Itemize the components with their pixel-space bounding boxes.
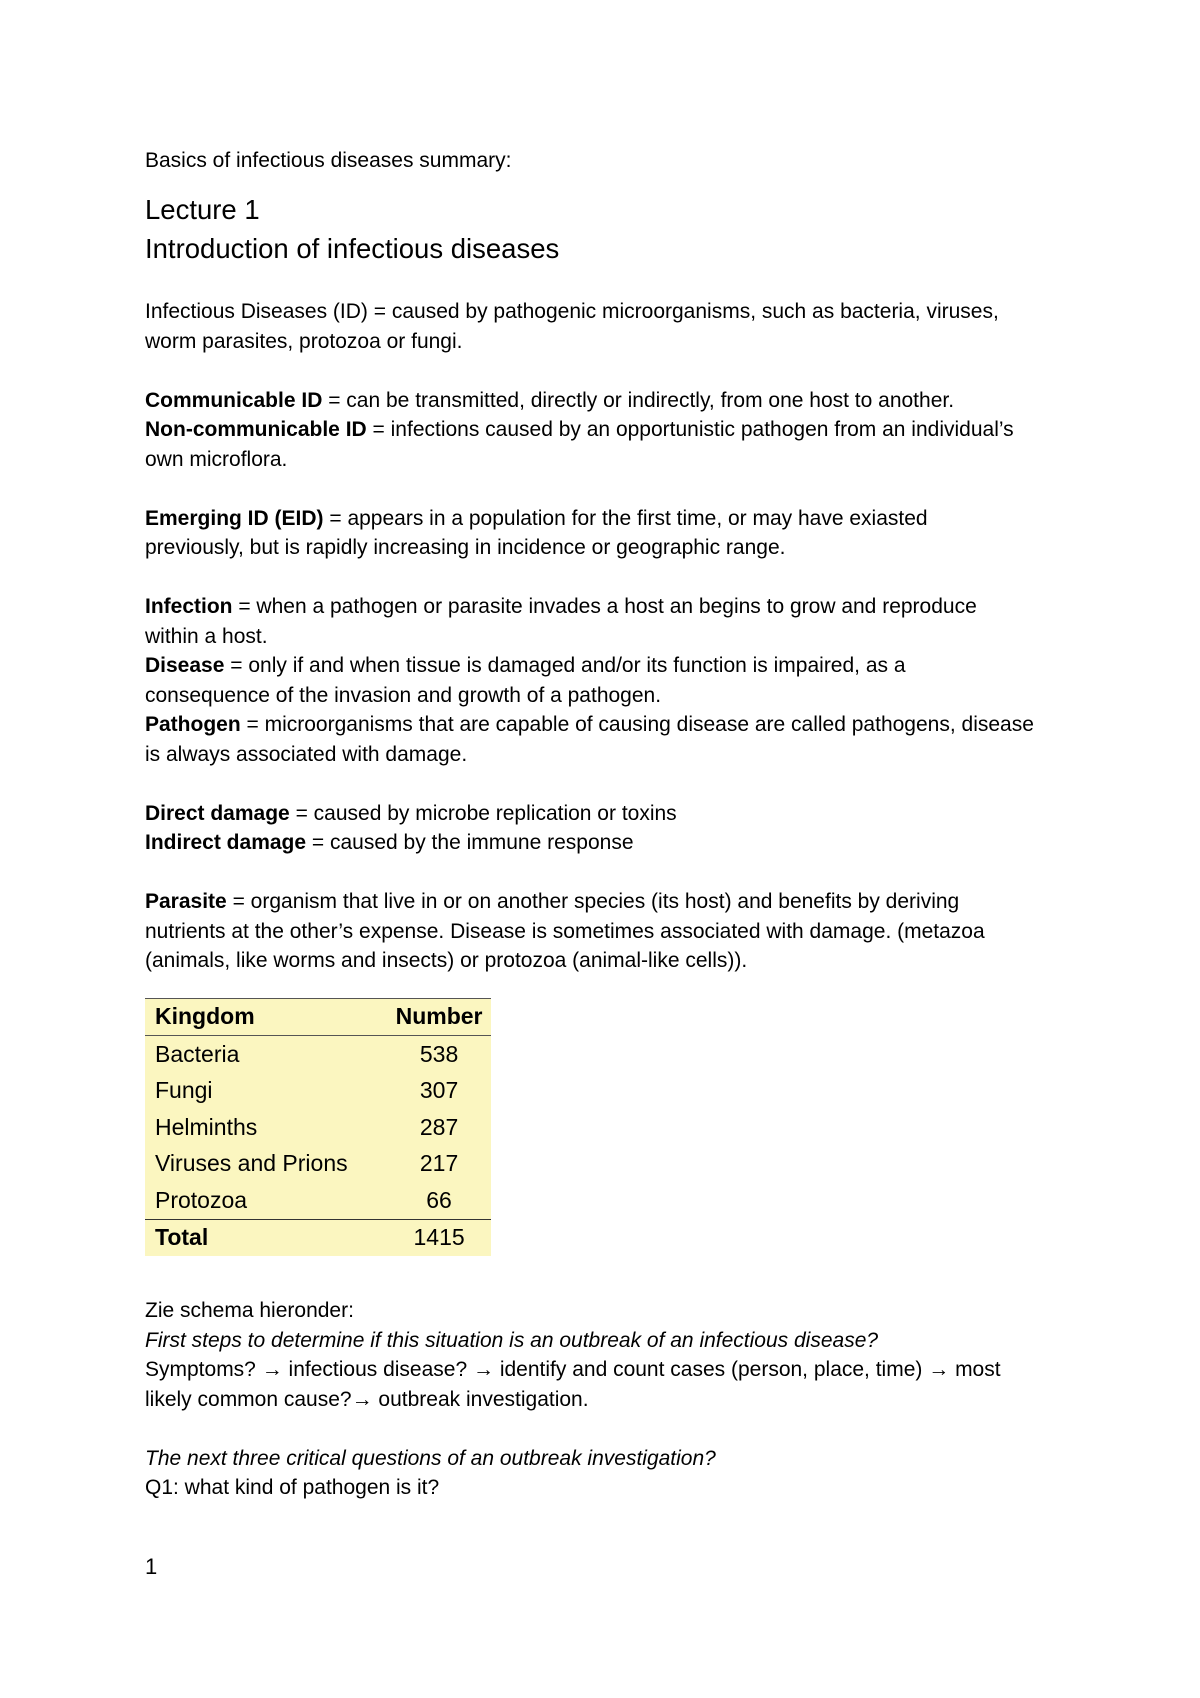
- definition-term: Disease: [145, 654, 225, 677]
- step-text: outbreak investigation.: [372, 1387, 589, 1411]
- total-label-cell: Total: [145, 1219, 387, 1256]
- table-row: [145, 1036, 491, 1073]
- number-cell: 287: [419, 1113, 459, 1140]
- step-text: identify and count cases (person, place, time): [494, 1358, 929, 1381]
- communicable-definition: [145, 386, 1080, 416]
- pathogen-definition: [145, 710, 1080, 740]
- arrow-right-icon: →: [261, 1358, 283, 1381]
- definition-text: = when a pathogen or parasite invades a host an begins to grow and reproduce: [232, 595, 977, 618]
- steps-line: [145, 1355, 1080, 1385]
- schema-reference: Zie schema hieronder:: [145, 1299, 354, 1322]
- question-critical: The next three critical questions of an outbreak investigation?: [145, 1446, 716, 1470]
- table-total-row: [145, 1219, 491, 1256]
- kingdom-table-wrapper: [145, 998, 491, 1257]
- definition-text: = caused by the immune response: [306, 831, 634, 854]
- definition-term: Pathogen: [145, 713, 241, 736]
- parasite-definition-cont: (animals, like worms and insects) or protozoa (animal-like cells)).: [145, 949, 748, 972]
- arrow-right-icon: →: [928, 1358, 950, 1381]
- kingdom-cell: Fungi: [155, 1077, 213, 1104]
- definition-text: = only if and when tissue is damaged and/or its function is impaired, as a: [224, 654, 906, 677]
- emerging-definition: [145, 504, 1080, 534]
- column-header-kingdom: Kingdom: [145, 998, 387, 1036]
- pathogen-definition-cont: is always associated with damage.: [145, 742, 468, 766]
- kingdom-cell: Helminths: [155, 1113, 258, 1140]
- definition-text: = can be transmitted, directly or indirectly, from one host to another.: [322, 388, 955, 412]
- document-title: Basics of infectious diseases summary:: [145, 149, 512, 172]
- emerging-definition-cont: previously, but is rapidly increasing in incidence or geographic range.: [145, 536, 786, 559]
- kingdom-table: [145, 998, 491, 1257]
- table-row: [145, 1109, 491, 1146]
- kingdom-cell: Protozoa: [155, 1186, 248, 1213]
- definition-term: Infection: [145, 595, 233, 618]
- disease-definition-cont: consequence of the invasion and growth of a pathogen.: [145, 683, 662, 707]
- kingdom-cell: Bacteria: [155, 1040, 240, 1067]
- question-q1: Q1: what kind of pathogen is it?: [145, 1476, 440, 1499]
- definition-term: Direct damage: [145, 801, 290, 825]
- arrow-right-icon: →: [351, 1387, 373, 1411]
- noncommunicable-definition-cont: own microflora.: [145, 447, 288, 471]
- definition-text: = organism that live in or on another species (its host) and benefits by deriving: [226, 890, 960, 913]
- number-cell: 217: [419, 1150, 459, 1177]
- definition-text: = infections caused by an opportunistic pathogen from an individual’s: [366, 418, 1014, 441]
- number-cell: 307: [419, 1077, 459, 1104]
- lecture-title: Introduction of infectious diseases: [145, 232, 560, 264]
- step-text: infectious disease?: [282, 1358, 473, 1381]
- kingdom-cell: Viruses and Prions: [155, 1150, 348, 1177]
- definition-text: = appears in a population for the first time, or may have exiasted: [323, 506, 928, 530]
- definition-term: Emerging ID (EID): [145, 506, 324, 530]
- document-body: [145, 146, 1080, 1503]
- column-header-number: Number: [387, 998, 491, 1036]
- id-definition-line: worm parasites, protozoa or fungi.: [145, 329, 463, 353]
- parasite-definition: [145, 887, 1080, 917]
- parasite-definition-cont: nutrients at the other’s expense. Disease is sometimes associated with damage. (metazoa: [145, 919, 985, 943]
- definition-text: = microorganisms that are capable of causing disease are called pathogens, disease: [240, 713, 1034, 736]
- definition-term: Non-communicable ID: [145, 418, 367, 441]
- step-text: likely common cause?: [145, 1387, 352, 1411]
- step-text: Symptoms?: [145, 1358, 262, 1381]
- table-header-row: [145, 998, 491, 1036]
- noncommunicable-definition: [145, 415, 1080, 445]
- definition-text: = caused by microbe replication or toxins: [289, 801, 677, 825]
- number-cell: 66: [426, 1186, 452, 1213]
- definition-term: Communicable ID: [145, 388, 323, 412]
- disease-definition: [145, 651, 1080, 681]
- page-number: 1: [145, 1554, 158, 1579]
- direct-damage-definition: [145, 799, 1080, 829]
- total-value-cell: 1415: [387, 1219, 491, 1256]
- number-cell: 538: [419, 1040, 459, 1067]
- lecture-number: Lecture 1: [145, 193, 260, 225]
- id-definition-line: Infectious Diseases (ID) = caused by pathogenic microorganisms, such as bacteria, viruses,: [145, 300, 999, 323]
- arrow-right-icon: →: [473, 1358, 494, 1381]
- table-row: [145, 1182, 491, 1219]
- question-first-steps: First steps to determine if this situation is an outbreak of an infectious disease?: [145, 1328, 879, 1352]
- indirect-damage-definition: [145, 828, 1080, 858]
- definition-term: Indirect damage: [145, 831, 307, 854]
- step-text: most: [949, 1358, 1001, 1381]
- infection-definition-cont: within a host.: [145, 624, 268, 648]
- table-row: [145, 1146, 491, 1183]
- steps-line: [145, 1385, 1080, 1415]
- infection-definition: [145, 592, 1080, 622]
- table-row: [145, 1073, 491, 1110]
- definition-term: Parasite: [145, 890, 227, 913]
